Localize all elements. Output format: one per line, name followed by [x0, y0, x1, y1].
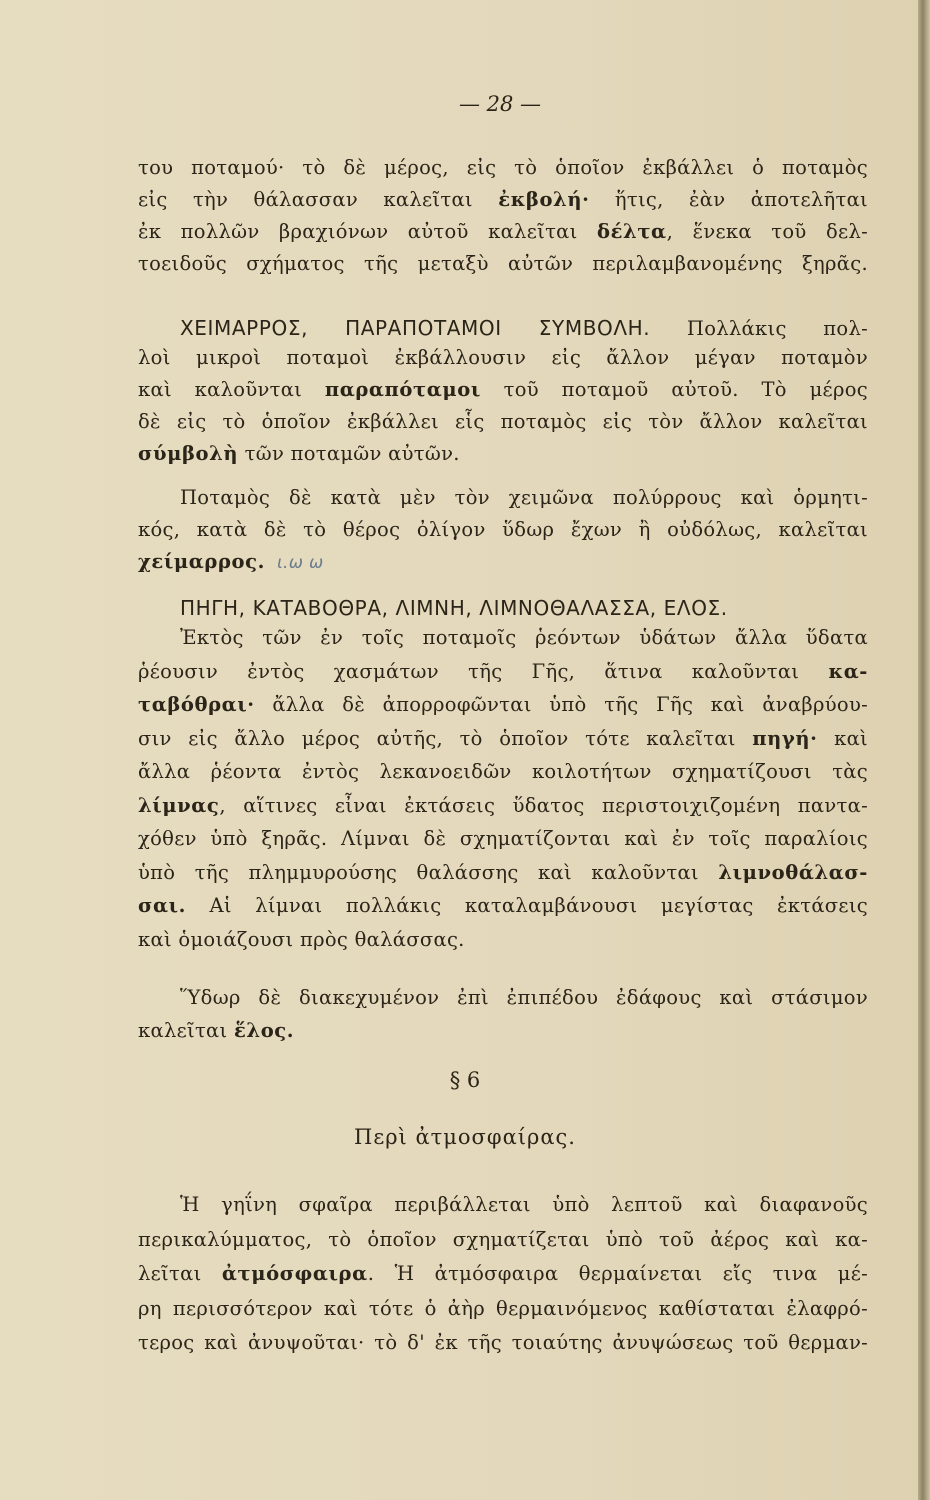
bold-term: ἀτμόσφαιρα — [221, 1262, 368, 1285]
bold-term: ἐκβολή· — [498, 188, 590, 211]
text-line — [138, 860, 868, 886]
text-run: ρη περισσότερον καὶ τότε ὁ ἀὴρ θερμαινόμενος καθίσταται ἐλαφρό- — [138, 1296, 868, 1320]
text-run: , ἕνεκα τοῦ δελ- — [666, 220, 868, 243]
bold-term: σαι. — [138, 894, 187, 917]
bold-term: χείμαρρος. — [138, 550, 265, 573]
text-run: Αἱ λίμναι πολλάκις καταλαμβάνουσι μεγίστας ἐκτάσεις — [186, 894, 868, 917]
text-run: καὶ καλοῦνται — [138, 378, 325, 401]
bold-term: λίμνας — [138, 793, 220, 817]
text-line — [180, 1192, 868, 1218]
text-run: . Ἡ ἀτμόσφαιρα θερμαίνεται εἴς τινα μέ- — [367, 1262, 869, 1285]
bold-term: κα- — [828, 659, 868, 683]
text-run: Ἐκτὸς τῶν ἐν τοῖς ποταμοῖς ῥεόντων ὑδάτων ἄλλα ὕδατα — [180, 626, 868, 649]
text-run: λεῖται — [138, 1262, 222, 1285]
text-run: ἐκ πολλῶν βραχιόνων αὐτοῦ καλεῖται — [138, 220, 597, 243]
text-line — [180, 625, 868, 651]
page-number: — 28 — — [458, 92, 542, 116]
text-run: τοῦ ποταμοῦ αὐτοῦ. Τὸ μέρος — [480, 378, 868, 401]
text-line — [138, 517, 868, 543]
text-line — [180, 485, 868, 511]
text-run: Ἡ γηΐνη σφαῖρα περιβάλλεται ὑπὸ λεπτοῦ καὶ διαφανοῦς — [180, 1193, 868, 1216]
text-run: εἰς τὴν θάλασσαν καλεῖται — [138, 188, 499, 211]
text-run: του ποταμού· τὸ δὲ μέρος, εἰς τὸ ὁποῖον ἐκβάλλει ὁ ποταμὸς — [138, 156, 868, 179]
text-run: ἥτις, ἐὰν ἀποτελῆται — [589, 188, 868, 211]
bold-term: ἕλος. — [233, 1019, 295, 1042]
text-line — [138, 345, 868, 371]
text-run: Ποταμὸς δὲ κατὰ μὲν τὸν χειμῶνα πολύρρους καὶ ὁρμητι- — [180, 486, 868, 509]
text-line — [138, 549, 868, 576]
text-line — [138, 759, 868, 785]
text-line — [138, 659, 868, 685]
text-run: τερος καὶ ἀνυψοῦται· τὸ δ' ἐκ τῆς τοιαύτης ἀνυψώσεως τοῦ θερμαν- — [138, 1331, 868, 1354]
handwritten-pencil-note: ι.ω ω — [277, 553, 324, 573]
text-line — [138, 219, 868, 245]
bold-term: πηγή· — [752, 726, 818, 750]
bold-term: δέλτα — [597, 220, 667, 243]
heading-caps: ΧΕΙΜΑΡΡΟΣ, ΠΑΡΑΠΟΤΑΜΟΙ ΣΥΜΒΟΛΗ. — [180, 316, 651, 340]
text-run: καλεῖται — [138, 1019, 234, 1042]
text-line — [138, 1227, 868, 1253]
text-run: τοειδοῦς σχήματος τῆς μεταξὺ αὐτῶν περιλαμβανομένης ξηρᾶς. — [138, 252, 868, 275]
section-heading — [180, 315, 868, 342]
text-run: , αἵτινες εἶναι ἐκτάσεις ὕδατος περιστοιχιζομένη παντα- — [219, 793, 868, 817]
text-line — [138, 409, 868, 435]
text-line — [138, 1018, 868, 1044]
section-title: Περὶ ἀτμοσφαίρας. — [354, 1125, 576, 1149]
text-run: περικαλύμματος, τὸ ὁποῖον σχηματίζεται ὑπὸ τοῦ ἀέρος καὶ κα- — [138, 1227, 868, 1251]
text-run: ῥέουσιν ἐντὸς χασμάτων τῆς Γῆς, ἅτινα καλοῦνται — [138, 659, 829, 683]
text-line — [138, 826, 868, 852]
text-run: λοὶ μικροὶ ποταμοὶ ἐκβάλλουσιν εἰς ἄλλον μέγαν ποταμὸν — [138, 346, 868, 369]
text-run: τῶν ποταμῶν αὐτῶν. — [238, 442, 460, 465]
text-run: καὶ ὁμοιάζουσι πρὸς θαλάσσας. — [138, 927, 465, 951]
text-run: χόθεν ὑπὸ ξηρᾶς. Λίμναι δὲ σχηματίζονται καὶ ἐν τοῖς παραλίοις — [138, 827, 868, 850]
text-run: ὑπὸ τῆς πλημμυρούσης θαλάσσης καὶ καλοῦνται — [138, 860, 719, 884]
text-line — [138, 692, 868, 718]
text-line — [138, 1330, 868, 1356]
text-run: σιν εἰς ἄλλο μέρος αὐτῆς, τὸ ὁποῖον τότε καλεῖται — [138, 726, 753, 750]
section-heading — [180, 595, 868, 622]
text-line — [138, 927, 868, 953]
text-line — [138, 155, 868, 181]
text-line — [138, 1261, 868, 1287]
heading-caps: ΠΗΓΗ, ΚΑΤΑΒΟΘΡΑ, ΛΙΜΝΗ, ΛΙΜΝΟΘΑΛΑΣΣΑ, ΕΛΟΣ. — [180, 596, 728, 620]
text-run: ἄλλα ῥέοντα ἐντὸς λεκανοειδῶν κοιλοτήτων σχηματίζουσι τὰς — [138, 760, 868, 783]
text-run: κός, κατὰ δὲ τὸ θέρος ὀλίγον ὕδωρ ἔχων ἢ οὐδόλως, καλεῖται — [138, 518, 868, 541]
bold-term: παραπόταμοι — [324, 378, 481, 401]
text-line — [138, 793, 868, 819]
text-line — [138, 726, 868, 752]
text-line — [138, 441, 868, 467]
text-line — [138, 251, 868, 277]
section-number: § 6 — [449, 1068, 481, 1092]
page-edge-binding — [918, 0, 930, 1500]
bold-term: σύμβολὴ — [138, 442, 239, 465]
text-run: καὶ — [817, 726, 868, 750]
bold-term: ταβόθραι· — [138, 693, 255, 716]
text-run: Ὕδωρ δὲ διακεχυμένον ἐπὶ ἐπιπέδου ἐδάφους καὶ στάσιμον — [180, 986, 868, 1009]
text-line — [180, 985, 868, 1011]
heading-continuation: Πολλάκις πολ- — [686, 317, 868, 340]
text-run: ἄλλα δὲ ἀπορροφῶνται ὑπὸ τῆς Γῆς καὶ ἀναβρύου- — [254, 693, 868, 716]
text-line — [138, 377, 868, 403]
text-line — [138, 1296, 868, 1322]
text-line — [138, 187, 868, 213]
bold-term: λιμνοθάλασ- — [718, 860, 868, 884]
text-line — [138, 893, 868, 919]
text-run: δὲ εἰς τὸ ὁποῖον ἐκβάλλει εἷς ποταμὸς εἰς τὸν ἄλλον καλεῖται — [138, 410, 868, 433]
